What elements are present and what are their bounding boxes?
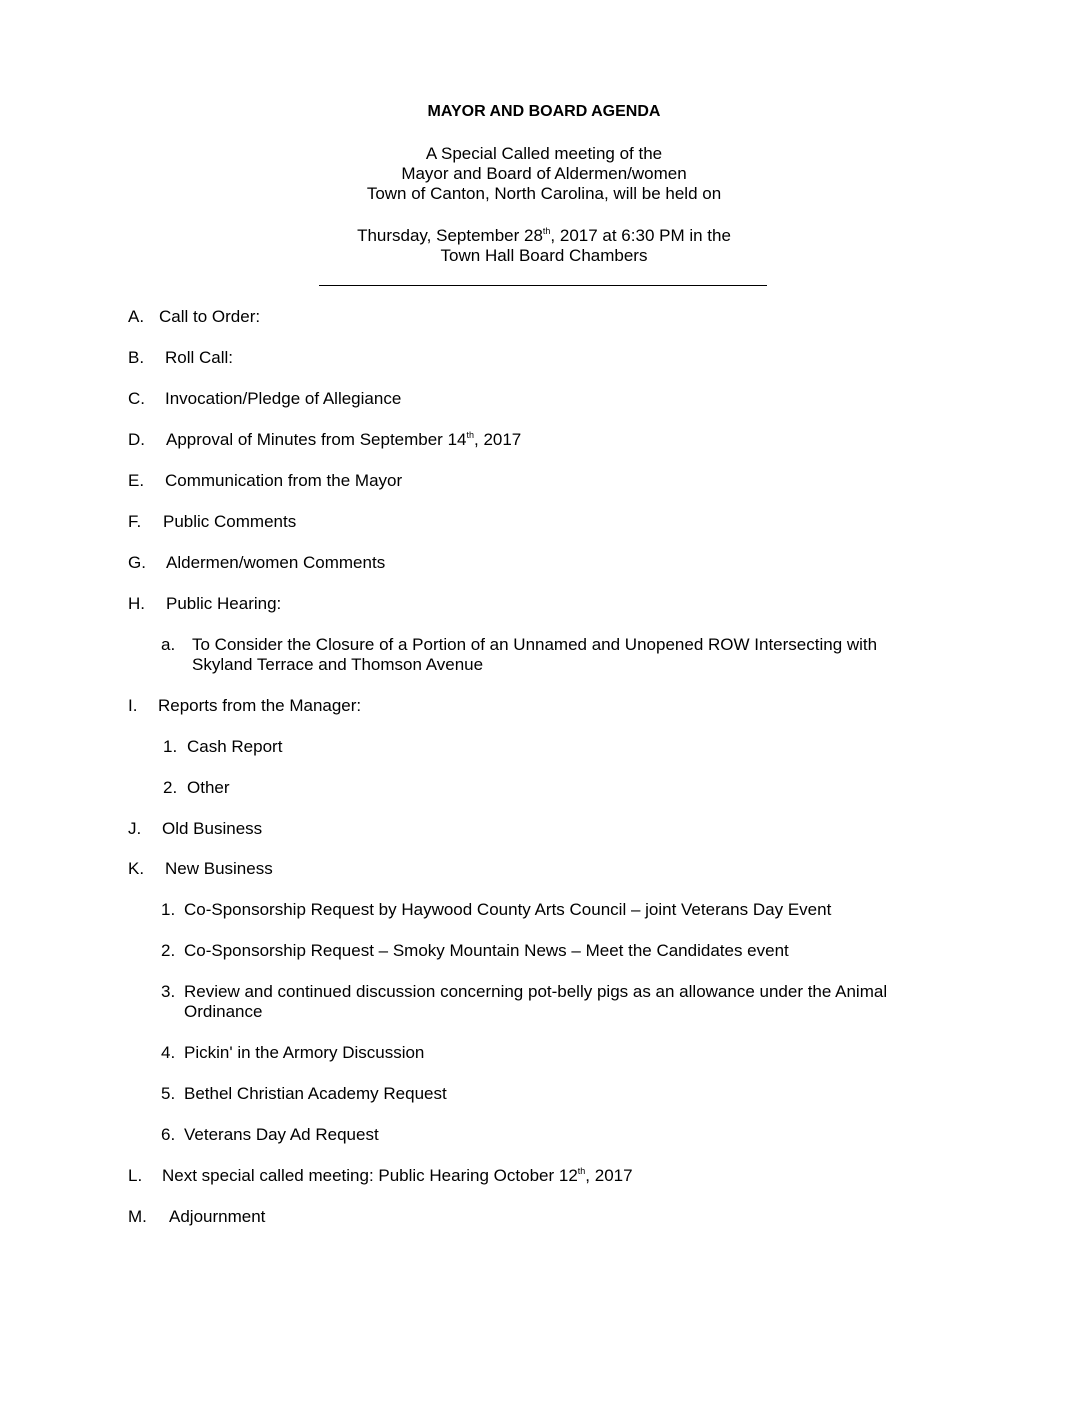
agenda-item-i <box>128 696 362 716</box>
page-title: MAYOR AND BOARD AGENDA <box>427 103 661 120</box>
item-letter: C. <box>128 389 145 408</box>
header-divider <box>319 285 767 286</box>
item-text: Old Business <box>162 819 263 838</box>
item-text: Reports from the Manager: <box>158 696 362 715</box>
item-letter: E. <box>128 471 145 490</box>
subitem-number: 6. <box>161 1125 176 1144</box>
agenda-subitem-k-5 <box>161 1084 447 1104</box>
item-text: Communication from the Mayor <box>165 471 403 490</box>
agenda-item-d <box>128 430 522 450</box>
subitem-letter: a. <box>161 635 176 654</box>
agenda-item-g <box>128 553 386 573</box>
item-text: Invocation/Pledge of Allegiance <box>165 389 402 408</box>
subitem-text: Bethel Christian Academy Request <box>184 1084 447 1103</box>
item-letter: L. <box>128 1166 143 1185</box>
item-text-pre: Approval of Minutes from September 14 <box>166 430 467 449</box>
agenda-item-h <box>128 594 282 614</box>
agenda-item-c <box>128 389 402 409</box>
subitem-text-line-2: Skyland Terrace and Thomson Avenue <box>192 655 484 674</box>
item-letter: D. <box>128 430 145 449</box>
item-letter: A. <box>128 307 145 326</box>
meeting-date-pre: Thursday, September 28 <box>357 226 543 245</box>
agenda-item-k <box>128 859 273 879</box>
subitem-text-line-1: Review and continued discussion concerning pot-belly pigs as an allowance under the Animal <box>184 982 888 1001</box>
item-text-post: , 2017 <box>585 1166 633 1185</box>
meeting-date-post: , 2017 at 6:30 PM in the <box>550 226 731 245</box>
agenda-item-e <box>128 471 403 491</box>
item-text: Aldermen/women Comments <box>166 553 386 572</box>
item-text-pre: Next special called meeting: Public Hearing October 12 <box>162 1166 578 1185</box>
subitem-text: Pickin' in the Armory Discussion <box>184 1043 425 1062</box>
subitem-text-line-2: Ordinance <box>184 1002 263 1021</box>
subitem-number: 5. <box>161 1084 176 1103</box>
agenda-subitem-k-1 <box>161 900 832 920</box>
agenda-item-l <box>128 1166 633 1186</box>
item-letter: H. <box>128 594 145 613</box>
meeting-date-sup: th <box>542 226 551 236</box>
item-text-sup: th <box>466 430 474 440</box>
subitem-text: Co-Sponsorship Request by Haywood County Arts Council – joint Veterans Day Event <box>184 900 832 919</box>
item-letter: G. <box>128 553 146 572</box>
agenda-subitem-i-1 <box>163 737 283 757</box>
agenda-subitem-k-4 <box>161 1043 425 1063</box>
agenda-subitem-i-2 <box>163 778 230 798</box>
meeting-location: Town Hall Board Chambers <box>440 246 648 265</box>
meeting-date <box>0 226 1088 246</box>
intro-line-2: Mayor and Board of Aldermen/women <box>401 164 687 183</box>
subitem-number: 1. <box>163 737 178 756</box>
agenda-item-j <box>128 819 263 839</box>
agenda-item-f <box>128 512 297 532</box>
item-letter: M. <box>128 1207 147 1226</box>
agenda-subitem-k-3 <box>161 982 888 1021</box>
item-text: Public Hearing: <box>166 594 282 613</box>
item-text-post: , 2017 <box>474 430 522 449</box>
item-letter: F. <box>128 512 142 531</box>
item-text: Roll Call: <box>165 348 234 367</box>
agenda-subitem-h-a <box>161 635 878 674</box>
agenda-item-b <box>128 348 234 368</box>
intro-line-3: Town of Canton, North Carolina, will be held on <box>366 184 722 203</box>
item-letter: J. <box>128 819 142 838</box>
subitem-text: Veterans Day Ad Request <box>184 1125 379 1144</box>
subitem-number: 1. <box>161 900 176 919</box>
item-text: Public Comments <box>163 512 297 531</box>
item-text: New Business <box>165 859 273 878</box>
item-text-sup: th <box>577 1166 586 1176</box>
subitem-number: 2. <box>163 778 178 797</box>
item-text: Adjournment <box>169 1207 266 1226</box>
item-text: Call to Order: <box>159 307 261 326</box>
subitem-text: Cash Report <box>187 737 283 756</box>
agenda-item-m <box>128 1207 266 1227</box>
agenda-item-a <box>128 307 261 327</box>
subitem-text-line-1: To Consider the Closure of a Portion of an Unnamed and Unopened ROW Intersecting with <box>192 635 878 654</box>
item-letter: K. <box>128 859 145 878</box>
subitem-number: 2. <box>161 941 176 960</box>
agenda-subitem-k-2 <box>161 941 789 961</box>
subitem-text: Co-Sponsorship Request – Smoky Mountain News – Meet the Candidates event <box>184 941 789 960</box>
item-letter: B. <box>128 348 145 367</box>
agenda-subitem-k-6 <box>161 1125 379 1145</box>
subitem-text: Other <box>187 778 230 797</box>
subitem-number: 3. <box>161 982 176 1001</box>
subitem-number: 4. <box>161 1043 176 1062</box>
item-letter: I. <box>128 696 138 715</box>
intro-line-1: A Special Called meeting of the <box>425 144 663 163</box>
